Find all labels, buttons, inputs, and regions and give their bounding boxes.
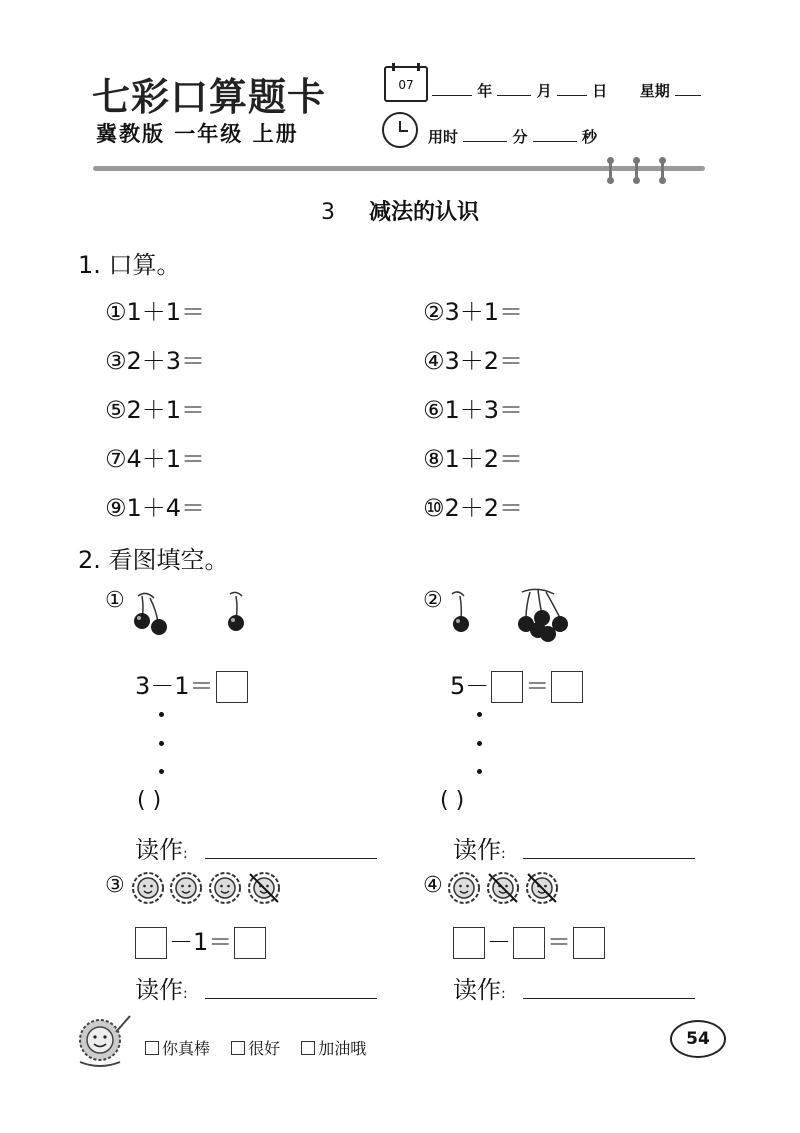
read-as-colon: :: [501, 846, 506, 862]
oral-item: ④3＋2＝: [423, 347, 524, 375]
year-label: 年: [477, 82, 493, 100]
year-blank[interactable]: [432, 81, 472, 96]
rating-label: 很好: [248, 1039, 281, 1058]
oral-item: ⑥1＋3＝: [423, 396, 524, 424]
calendar-day: 07: [398, 78, 414, 92]
problem3-read-as: [135, 970, 188, 1005]
time-used-line: [428, 126, 597, 147]
oral-item: ③2＋3＝: [105, 347, 206, 375]
cherry-icon: [134, 593, 167, 635]
sunflower-crossed-icon: [527, 873, 557, 903]
problem2-read-line[interactable]: [523, 858, 695, 859]
answer-box[interactable]: [234, 927, 266, 959]
problem4-marker: ④: [423, 873, 443, 898]
sunflower-icon: [449, 873, 479, 903]
problem2-marker: ②: [423, 588, 443, 613]
read-as-colon: :: [501, 986, 506, 1002]
rating-label: 你真棒: [162, 1039, 211, 1058]
second-label: 秒: [581, 128, 597, 146]
flowers-picture-3: [130, 870, 290, 906]
problem1-read-line[interactable]: [205, 858, 377, 859]
answer-box[interactable]: [513, 927, 545, 959]
oral-item: ②3＋1＝: [423, 298, 524, 326]
pointer-dot: [477, 769, 482, 774]
answer-box[interactable]: [135, 927, 167, 959]
pointer-dot: [159, 769, 164, 774]
read-as-colon: :: [183, 986, 188, 1002]
rating-checkbox[interactable]: [231, 1041, 245, 1055]
clock-icon: [382, 112, 418, 148]
oral-item: ①1＋1＝: [105, 298, 206, 326]
problem2-eq-mid: ＝: [525, 672, 550, 700]
month-blank[interactable]: [497, 81, 531, 96]
problem2-name-blank[interactable]: ( ): [440, 788, 465, 813]
brand-title: 七彩口算题卡: [92, 74, 327, 119]
problem4-equation: [451, 922, 607, 959]
problem1-name-blank[interactable]: ( ): [137, 788, 162, 813]
cherries-picture-2: [446, 586, 576, 646]
weekday-label: 星期: [639, 82, 670, 100]
day-label: 日: [592, 82, 608, 100]
cherry-icon: [228, 592, 244, 631]
problem1-read-as: [135, 830, 188, 865]
oral-item: ⑧1＋2＝: [423, 445, 524, 473]
rating-label: 加油哦: [318, 1039, 367, 1058]
month-label: 月: [536, 82, 552, 100]
calendar-icon: [384, 66, 428, 102]
problem3-marker: ③: [105, 873, 125, 898]
oral-item: ⑦4＋1＝: [105, 445, 206, 473]
sunflower-icon: [133, 873, 163, 903]
mascot-icon: [70, 1010, 136, 1072]
problem4-op1: －: [487, 928, 511, 956]
read-as-colon: :: [183, 846, 188, 862]
page-number: 54: [670, 1020, 726, 1058]
cherries-picture-1: [128, 588, 258, 638]
problem2-eq-left: 5－: [450, 672, 490, 700]
oral-item: ⑨1＋4＝: [105, 494, 206, 522]
edition-label: 冀教版 一年级 上册: [96, 122, 299, 146]
read-as-label: 读作: [453, 976, 501, 1004]
pin-icon: [608, 157, 613, 183]
pointer-dot: [477, 712, 482, 717]
self-rating: [145, 1036, 366, 1059]
rating-checkbox[interactable]: [301, 1041, 315, 1055]
pointer-dot: [477, 741, 482, 746]
problem1-eq-text: 3－1＝: [135, 672, 214, 700]
day-blank[interactable]: [557, 81, 587, 96]
problem1-marker: ①: [105, 588, 125, 613]
problem2-read-as: [453, 830, 506, 865]
sunflower-icon: [171, 873, 201, 903]
problem4-read-as: [453, 970, 506, 1005]
sunflower-icon: [210, 873, 240, 903]
answer-box[interactable]: [453, 927, 485, 959]
oral-item: ⑤2＋1＝: [105, 396, 206, 424]
problem3-eq-mid: －1＝: [169, 928, 233, 956]
sunflower-crossed-icon: [488, 873, 518, 903]
rating-checkbox[interactable]: [145, 1041, 159, 1055]
weekday-blank[interactable]: [675, 81, 701, 96]
date-line: [432, 80, 701, 101]
answer-box[interactable]: [216, 671, 248, 703]
answer-box[interactable]: [551, 671, 583, 703]
lesson-title: [0, 195, 800, 226]
read-as-label: 读作: [453, 836, 501, 864]
cherry-icon: [452, 592, 469, 632]
problem3-equation: [133, 922, 268, 959]
header-rule: [93, 166, 705, 171]
section2-title: 2. 看图填空。: [78, 546, 229, 574]
read-as-label: 读作: [135, 836, 183, 864]
oral-item: ⑩2＋2＝: [423, 494, 524, 522]
time-used-label: 用时: [428, 128, 459, 146]
problem1-equation: [135, 666, 250, 703]
flowers-picture-4: [446, 870, 570, 906]
answer-box[interactable]: [573, 927, 605, 959]
problem4-op2: ＝: [547, 928, 571, 956]
cherry-icon: [518, 589, 568, 642]
pointer-dot: [159, 741, 164, 746]
second-blank[interactable]: [533, 127, 577, 142]
sunflower-crossed-icon: [249, 873, 279, 903]
minute-blank[interactable]: [463, 127, 507, 142]
read-as-label: 读作: [135, 976, 183, 1004]
lesson-name: 减法的认识: [368, 199, 479, 225]
lesson-number: 3: [320, 200, 335, 225]
pin-icon: [634, 157, 639, 183]
pin-icon: [660, 157, 665, 183]
minute-label: 分: [512, 128, 528, 146]
problem4-read-line[interactable]: [523, 998, 695, 999]
answer-box[interactable]: [491, 671, 523, 703]
problem2-equation: [450, 666, 585, 703]
pointer-dot: [159, 712, 164, 717]
section1-title: 1. 口算。: [78, 251, 181, 279]
problem3-read-line[interactable]: [205, 998, 377, 999]
